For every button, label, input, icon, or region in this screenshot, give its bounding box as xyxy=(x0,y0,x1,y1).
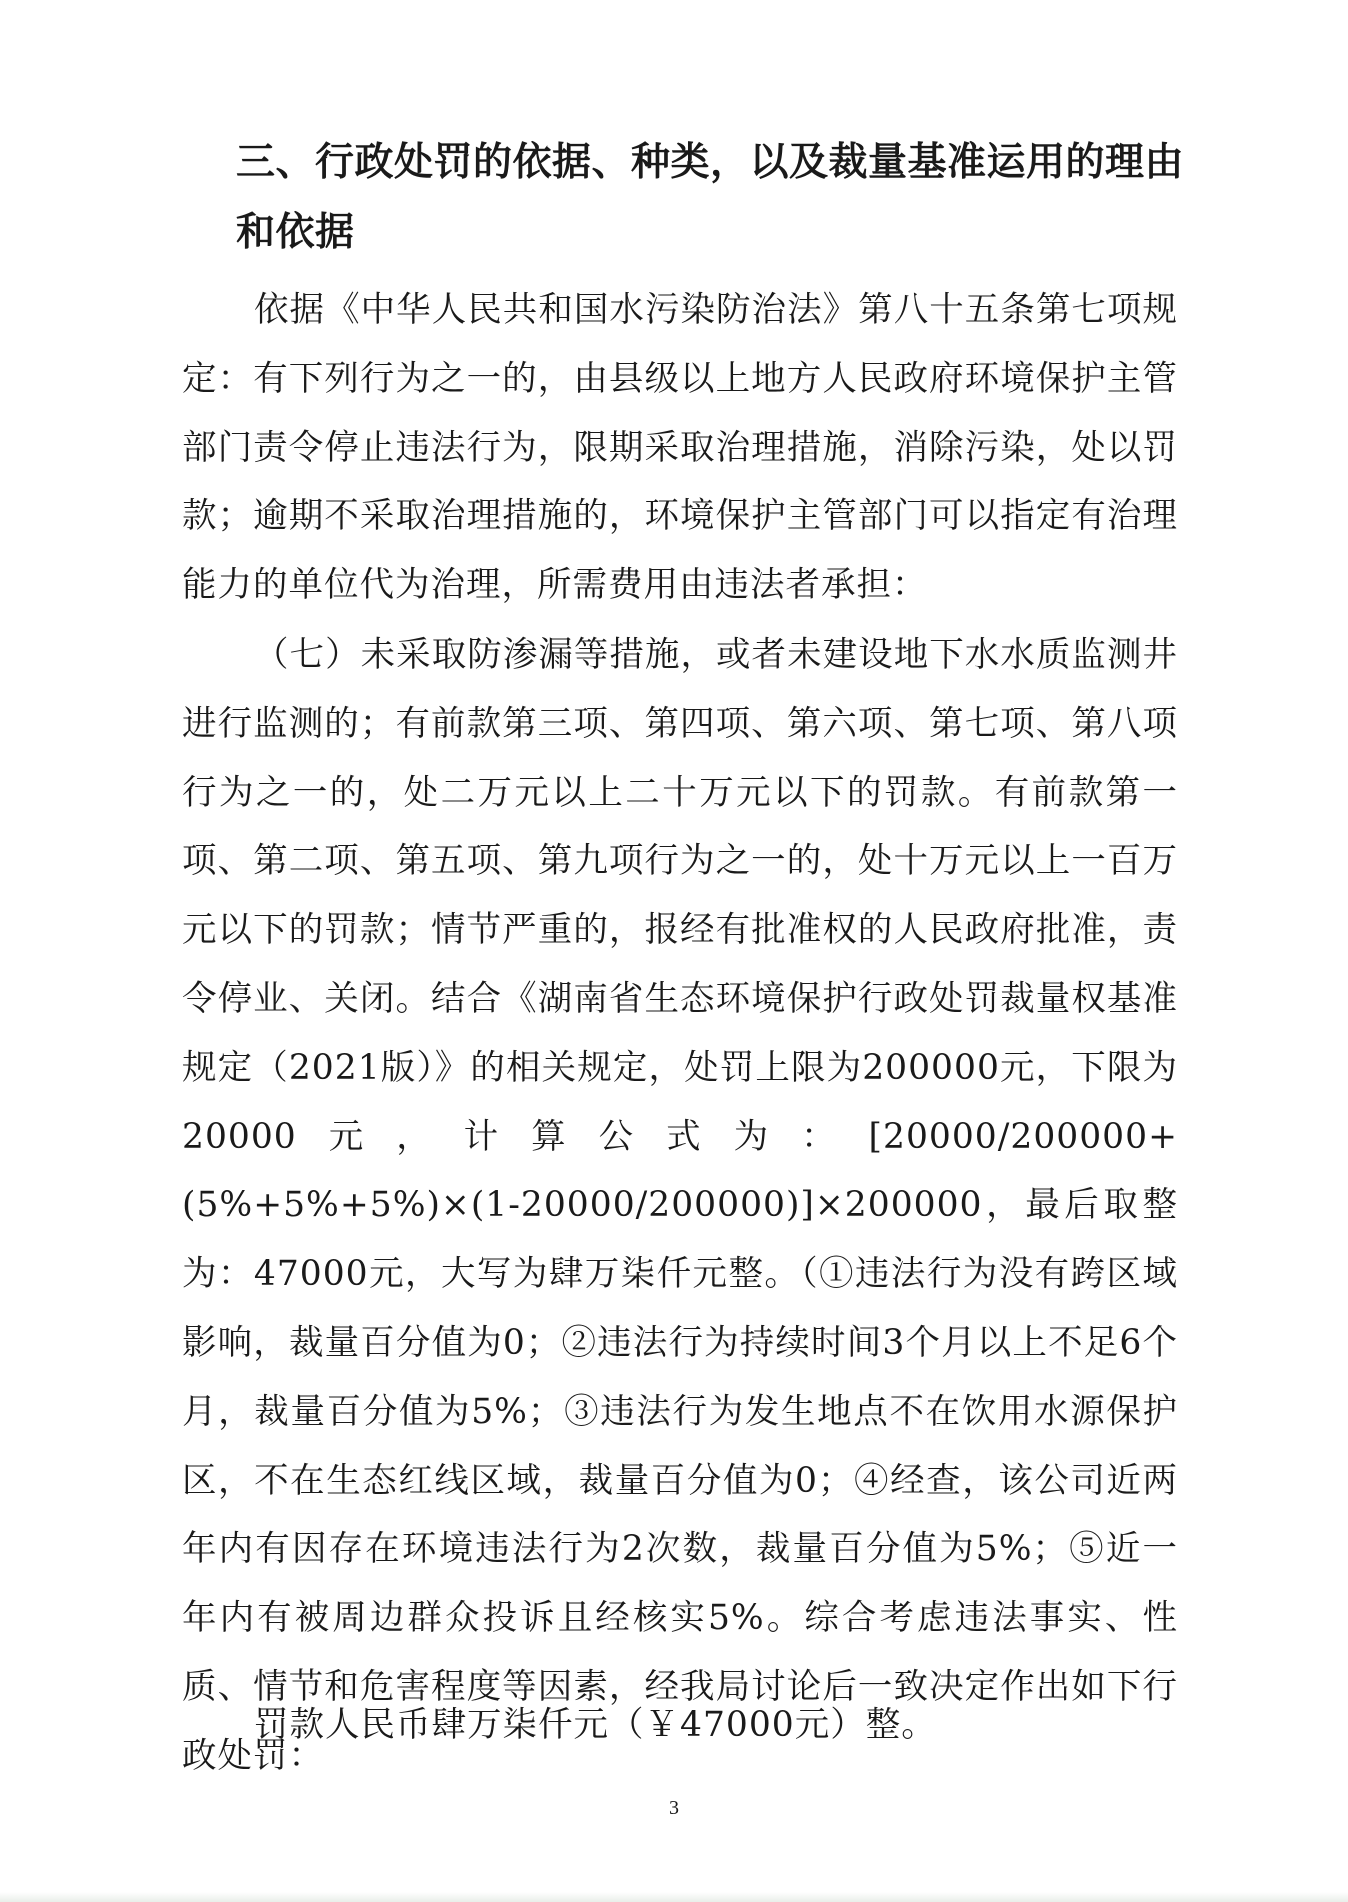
scan-edge xyxy=(0,1892,1348,1902)
paragraph-penalty-decision: 罚款人民币肆万柒仟元（￥47000元）整。 xyxy=(254,1705,937,1745)
paragraph-penalty-calculation: （七）未采取防渗漏等措施，或者未建设地下水水质监测井进行监测的；有前款第三项、第四项、第六项、第七项、第八项行为之一的，处二万元以上二十万元以下的罚款。有前款第一项、第二项、第五项、第九项行为之一的，处十万元以上一百万元以下的罚款；情节严重的，报经有批准权的人民政府批准，责令停业、关闭。结合《湖南省生态环境保护行政处罚裁量权基准规定（2021版）》的相关规定，处罚上限为200000元，下限为20000元，计算公式为：[20000/200000+(5%+5%+5%)×(1-20000/200000)]×200000，最后取整为：47000元，大写为肆万柒仟元整。（①违法行为没有跨区域影响，裁量百分值为0；②违法行为持续时间3个月以上不足6个月，裁量百分值为5%；③违法行为发生地点不在饮用水源保护区，不在生态红线区域，裁量百分值为0；④经查，该公司近两年内有因存在环境违法行为2次数，裁量百分值为5%；⑤近一年内有被周边群众投诉且经核实5%。综合考虑违法事实、性质、情节和危害程度等因素，经我局讨论后一致决定作出如下行政处罚： xyxy=(182,635,1178,1776)
page-number: 3 xyxy=(669,1797,679,1819)
section-heading: 三、行政处罚的依据、种类，以及裁量基准运用的理由和依据 xyxy=(236,140,1185,255)
paragraph-legal-basis: 依据《中华人民共和国水污染防治法》第八十五条第七项规定：有下列行为之一的，由县级以上地方人民政府环境保护主管部门责令停止违法行为，限期采取治理措施，消除污染，处以罚款；逾期不采取治理措施的，环境保护主管部门可以指定有治理能力的单位代为治理，所需费用由违法者承担： xyxy=(182,290,1178,606)
